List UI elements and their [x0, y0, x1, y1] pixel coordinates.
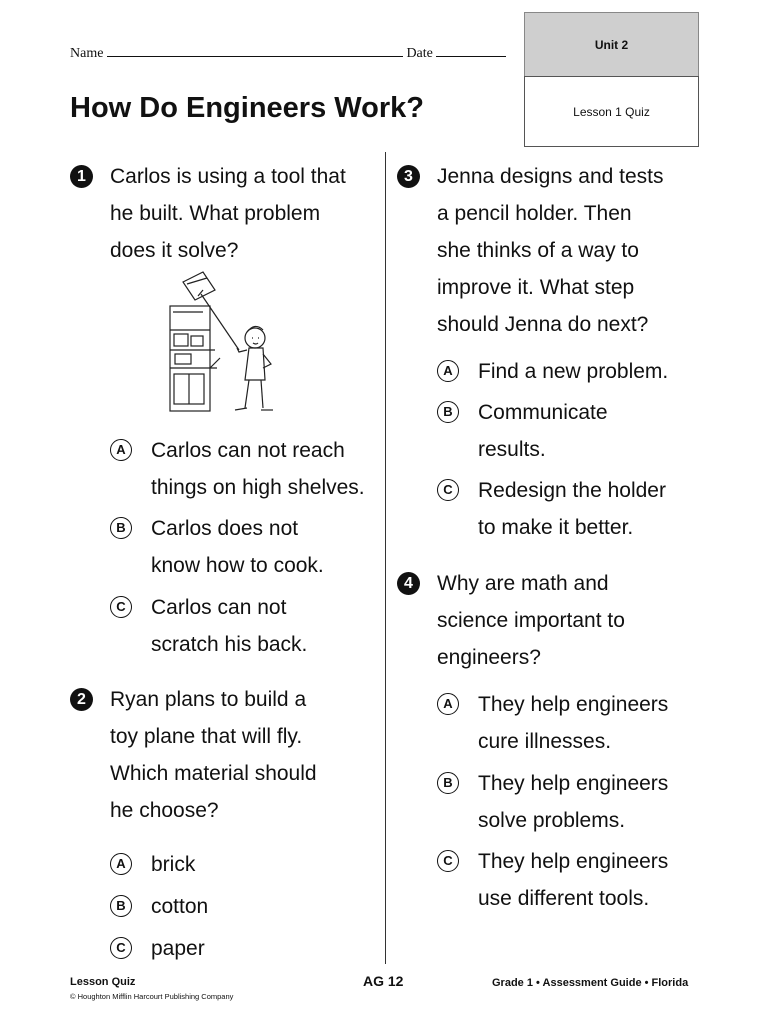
option-text-line: cure illnesses.	[478, 730, 612, 753]
question-text-line: should Jenna do next?	[437, 313, 649, 336]
option-3b[interactable]	[443, 394, 608, 468]
footer-guide-title: Grade 1 • Assessment Guide • Florida	[492, 977, 689, 989]
option-4c[interactable]	[443, 843, 669, 917]
name-label: Name	[70, 46, 104, 61]
option-2b[interactable]	[116, 888, 209, 925]
question-number: 4	[397, 572, 420, 595]
option-text-line: Find a new problem.	[478, 360, 669, 383]
option-text-line: scratch his back.	[151, 633, 308, 656]
option-text-line: things on high shelves.	[151, 476, 365, 499]
option-1c[interactable]	[116, 589, 308, 663]
option-text-line: Carlos does not	[151, 517, 299, 540]
option-4a[interactable]	[443, 686, 669, 760]
question-4	[404, 565, 625, 676]
answer-bubble[interactable]: B	[437, 401, 459, 423]
option-text-line: Carlos can not reach	[151, 439, 345, 462]
boy-using-reacher-tool-illustration	[165, 268, 280, 418]
lesson-label: Lesson 1 Quiz	[524, 76, 699, 147]
option-text-line: use different tools.	[478, 887, 650, 910]
option-3c[interactable]	[443, 472, 666, 546]
question-text-line: improve it. What step	[437, 276, 635, 299]
option-1a[interactable]	[116, 432, 365, 506]
option-2c[interactable]	[116, 930, 205, 967]
answer-bubble[interactable]: A	[437, 693, 459, 715]
footer-lesson-quiz: Lesson Quiz	[70, 976, 136, 988]
question-text-line: he choose?	[110, 799, 219, 822]
question-text-line: Carlos is using a tool that	[110, 165, 346, 188]
question-text-line: does it solve?	[110, 239, 239, 262]
option-2a[interactable]	[116, 846, 196, 883]
page-title: How Do Engineers Work?	[70, 92, 424, 124]
answer-bubble[interactable]: C	[437, 850, 459, 872]
question-2	[77, 681, 317, 829]
answer-bubble[interactable]: C	[437, 479, 459, 501]
question-3	[404, 158, 664, 343]
date-label: Date	[406, 46, 433, 61]
name-date-line	[70, 44, 506, 62]
question-text-line: a pencil holder. Then	[437, 202, 632, 225]
answer-bubble[interactable]: B	[110, 517, 132, 539]
option-3a[interactable]	[443, 353, 669, 390]
option-1b[interactable]	[116, 510, 324, 584]
question-text-line: she thinks of a way to	[437, 239, 639, 262]
option-text-line: paper	[151, 937, 205, 960]
question-number: 2	[70, 688, 93, 711]
option-text-line: brick	[151, 853, 196, 876]
answer-bubble[interactable]: A	[437, 360, 459, 382]
question-text-line: Ryan plans to build a	[110, 688, 307, 711]
option-4b[interactable]	[443, 765, 669, 839]
footer-page-number: AG 12	[363, 973, 404, 989]
question-text-line: Which material should	[110, 762, 317, 785]
question-number: 3	[397, 165, 420, 188]
question-text-line: Jenna designs and tests	[437, 165, 664, 188]
footer-copyright: © Houghton Mifflin Harcourt Publishing Company	[70, 992, 234, 1001]
option-text-line: to make it better.	[478, 516, 634, 539]
date-field[interactable]	[436, 44, 506, 57]
option-text-line: Communicate	[478, 401, 608, 424]
answer-bubble[interactable]: C	[110, 937, 132, 959]
answer-bubble[interactable]: B	[437, 772, 459, 794]
unit-label: Unit 2	[524, 12, 699, 76]
option-text-line: solve problems.	[478, 809, 626, 832]
answer-bubble[interactable]: B	[110, 895, 132, 917]
name-field[interactable]	[107, 44, 403, 57]
option-text-line: Redesign the holder	[478, 479, 666, 502]
column-divider	[385, 152, 386, 964]
answer-bubble[interactable]: A	[110, 853, 132, 875]
answer-bubble[interactable]: A	[110, 439, 132, 461]
question-text-line: Why are math and	[437, 572, 609, 595]
question-text-line: engineers?	[437, 646, 541, 669]
answer-bubble[interactable]: C	[110, 596, 132, 618]
question-text-line: he built. What problem	[110, 202, 321, 225]
option-text-line: know how to cook.	[151, 554, 324, 577]
question-text-line: science important to	[437, 609, 625, 632]
option-text-line: They help engineers	[478, 772, 669, 795]
question-number: 1	[70, 165, 93, 188]
option-text-line: results.	[478, 438, 546, 461]
question-text-line: toy plane that will fly.	[110, 725, 303, 748]
option-text-line: They help engineers	[478, 850, 669, 873]
option-text-line: cotton	[151, 895, 209, 918]
option-text-line: Carlos can not	[151, 596, 287, 619]
question-1	[77, 158, 346, 269]
option-text-line: They help engineers	[478, 693, 669, 716]
